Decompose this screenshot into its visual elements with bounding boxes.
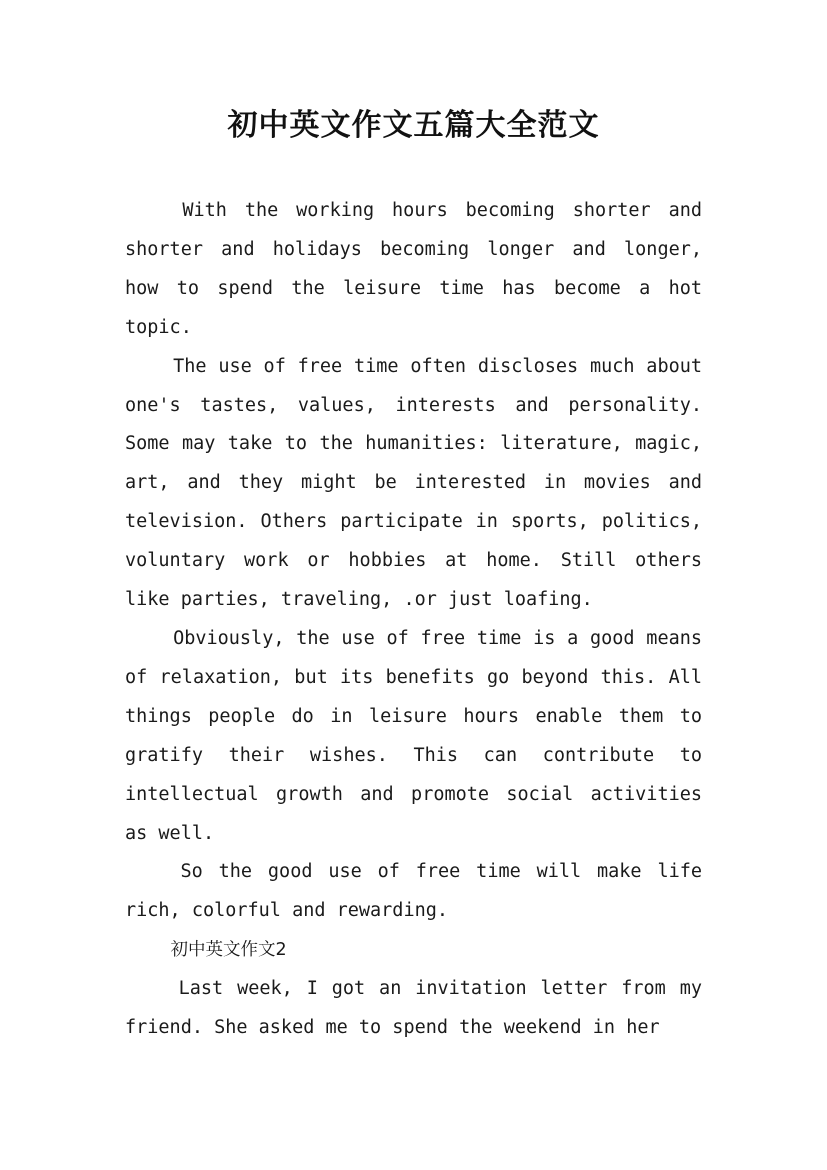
paragraph: The use of free time often discloses much about one's tastes, values, interests and personality. Some may take to the humanities: literature, magic, art, and they might be interested in movies and television. Others participate in sports, politics, voluntary work or hobbies at home. Still others like parties, traveling, .or just loafing. <box>125 355 702 611</box>
document-body <box>125 192 702 1048</box>
paragraph: With the working hours becoming shorter and shorter and holidays becoming longer and longer, how to spend the leisure time has become a hot topic. <box>125 200 702 338</box>
paragraph: Obviously, the use of free time is a good means of relaxation, but its benefits go beyond this. All things people do in leisure hours enable them to gratify their wishes. This can contribute to intellectual growth and promote social activities as well. <box>125 627 702 844</box>
section-heading: 初中英文作文2 <box>170 940 287 961</box>
paragraph: So the good use of free time will make life rich, colorful and rewarding. <box>125 861 702 922</box>
document-title: 初中英文作文五篇大全范文 <box>227 108 600 143</box>
paragraph: Last week, I got an invitation letter from my friend. She asked me to spend the weekend in her <box>125 978 702 1039</box>
